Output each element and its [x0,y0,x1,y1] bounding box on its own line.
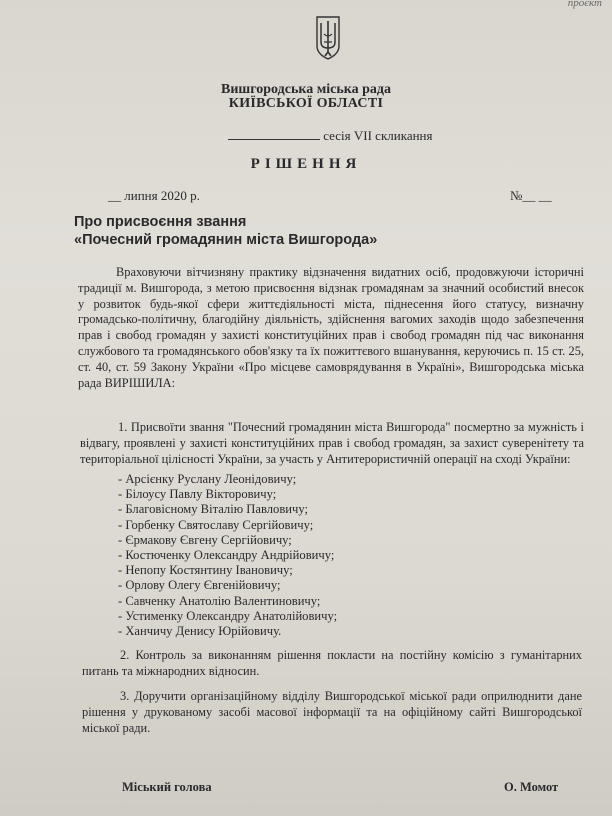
signature-title: Міський голова [122,780,212,794]
signature-name: О. Момот [504,780,559,794]
council-name: Вишгородська міська рада [221,82,391,97]
list-item: - Костюченку Олександру Андрійовичу; [118,548,335,563]
document-title-line2: «Почесний громадянин міста Вишгорода» [74,232,378,248]
list-item: - Савченку Анатолію Валентиновичу; [118,593,321,608]
session-line [228,128,433,144]
item-2-paragraph: 2. Контроль за виконанням рішення покласти на постійну комісію з гуманітарних питань та міжнародних відносин. [82,648,582,678]
decision-date: __ липня 2020 р. [108,188,200,203]
draft-mark: проєкт [567,0,602,9]
trident-emblem-icon [314,14,342,62]
list-item: - Арсієнку Руслану Леонідовичу; [118,472,297,486]
decision-heading: РІШЕННЯ [250,156,362,172]
list-item: - Орлову Олегу Євгенійовичу; [118,578,281,593]
list-item: - Горбенку Святославу Сергійовичу; [118,517,314,532]
decision-number: №__ __ [510,188,552,203]
list-item: - Устименку Олександру Анатолійовичу; [118,608,338,623]
preamble-paragraph: Враховуючи вітчизняну практику відзначення видатних осіб, продовжуючи історичні традиції м. Вишгорода, з метою присвоєння відзнак громадянам за значний особистий внесок у розвиток будь-якої сфери життєдіяльності міста, піднесення його статусу, визначну громадсько-політичну, благодійну діяльність, здійснення вагомих заходів щодо забезпечення прав і свобод громадян у захисті конституційних прав і свобод громадян під час виконання службового та громадянського обов'язку та їх пожиттєвого вшанування, керуючись п. 15 ст. 25, ст. 40, ст. 59 Закону України «Про місцеве самоврядування в Україні», Вишгородська міська рада ВИРІШИЛА: [78,265,584,390]
list-item: - Білоусу Павлу Вікторовичу; [118,487,277,502]
item-3-paragraph: 3. Доручити організаційному відділу Вишгородської міської ради оприлюднити дане рішення у друкованому засобі масової інформації та на офіційному сайті Вишгородської міської ради. [82,689,582,735]
list-item: - Ханчичу Денису Юрійовичу. [118,624,282,639]
item-1-paragraph: 1. Присвоїти звання "Почесний громадянин міста Вишгорода" посмертно за мужність і відвагу, проявлені у захисті конституційних прав і свобод громадян, за захист суверенітету та територіальної цілісності України, за участь у Антитерористичній операції на сході України: [80,420,584,466]
list-item: - Благовісному Віталію Павловичу; [118,502,308,517]
oblast-name: КИЇВСЬКОЇ ОБЛАСТІ [228,96,384,111]
session-text: сесія VII скликання [323,128,433,143]
session-blank [228,128,320,140]
list-item: - Єрмакову Євгену Сергійовичу; [118,532,292,547]
people-list [118,472,337,639]
document-title-line1: Про присвоєння звання [74,214,247,230]
list-item: - Непопу Костянтину Івановичу; [118,563,293,578]
